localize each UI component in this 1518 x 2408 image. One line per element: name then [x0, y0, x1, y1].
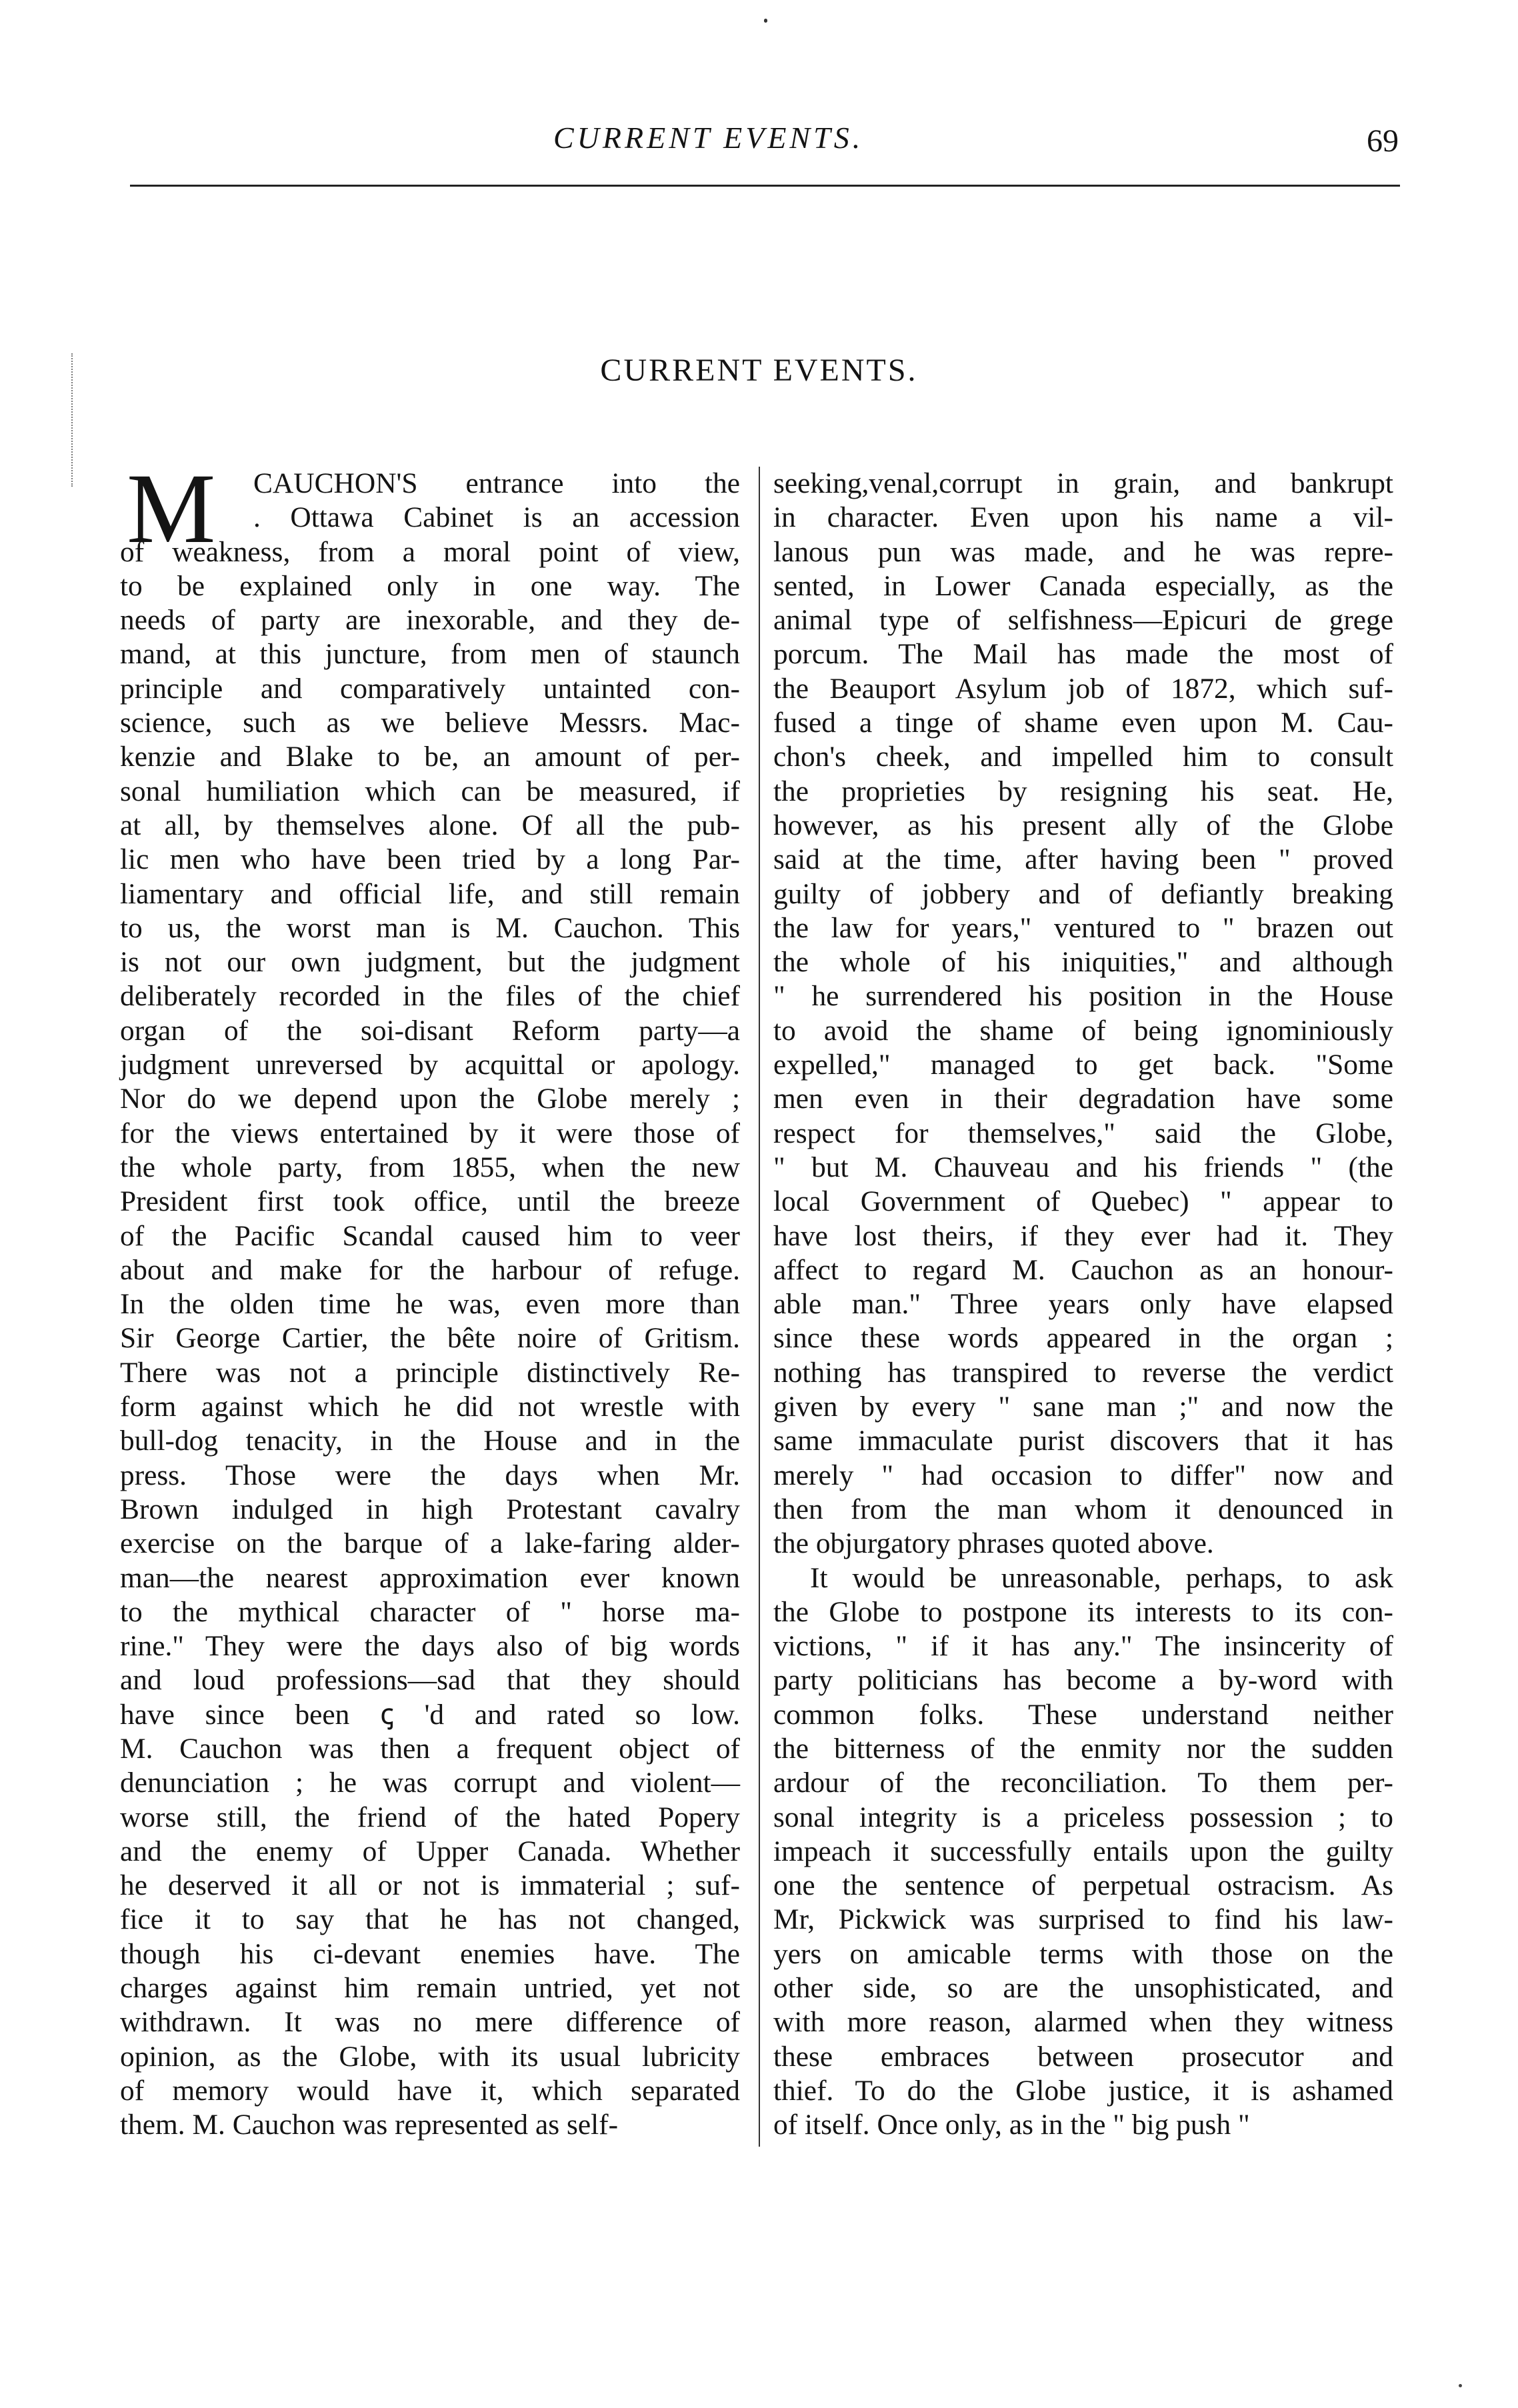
text-line: press. Those were the days when Mr.	[120, 1459, 740, 1491]
text-line: however, as his present ally of the Globe	[773, 809, 1393, 841]
text-line: bull-dog tenacity, in the House and in the	[120, 1425, 740, 1457]
text-line: needs of party are inexorable, and they de-	[120, 604, 740, 637]
text-line: at all, by themselves alone. Of all the pub-	[120, 809, 740, 841]
text-line: said at the time, after having been " proved	[773, 843, 1393, 876]
drop-cap: M	[127, 453, 216, 564]
text-line: deliberately recorded in the files of the chief	[120, 980, 740, 1013]
text-line: denunciation ; he was corrupt and violent—	[120, 1767, 740, 1799]
text-line: organ of the soi-disant Reform party—a	[120, 1014, 740, 1047]
text-line: other side, so are the unsophisticated, and	[773, 1972, 1393, 2005]
text-line: CAUCHON'S entrance into the	[253, 467, 740, 499]
text-line: . Ottawa Cabinet is an accession	[253, 501, 740, 534]
right-column	[773, 467, 1393, 2143]
text-line: There was not a principle distinctively Re-	[120, 1356, 740, 1389]
text-line: same immaculate purist discovers that it has	[773, 1425, 1393, 1457]
text-line: to avoid the shame of being ignominiously	[773, 1014, 1393, 1047]
text-line: principle and comparatively untainted con-	[120, 672, 740, 705]
text-line: to the mythical character of " horse ma-	[120, 1595, 740, 1628]
text-line: though his ci-devant enemies have. The	[120, 1937, 740, 1970]
text-line: respect for themselves," said the Globe,	[773, 1117, 1393, 1149]
text-line: have since been ꞔ 'd and rated so low.	[120, 1698, 740, 1731]
text-line: the Beauport Asylum job of 1872, which suf-	[773, 672, 1393, 705]
text-line: fused a tinge of shame even upon M. Cau-	[773, 707, 1393, 739]
text-line: affect to regard M. Cauchon as an honour-	[773, 1253, 1393, 1286]
text-line: expelled," managed to get back. "Some	[773, 1049, 1393, 1081]
ink-speck	[764, 19, 767, 23]
text-line: to be explained only in one way. The	[120, 569, 740, 602]
text-line: animal type of selfishness—Epicuri de grege	[773, 604, 1393, 637]
text-line: one the sentence of perpetual ostracism. As	[773, 1869, 1393, 1902]
text-line: to us, the worst man is M. Cauchon. This	[120, 911, 740, 944]
text-line: exercise on the barque of a lake-faring alder-	[120, 1527, 740, 1560]
text-line: mand, at this juncture, from men of staunch	[120, 638, 740, 671]
text-line: charges against him remain untried, yet not	[120, 1972, 740, 2005]
text-line: the proprieties by resigning his seat. He,	[773, 775, 1393, 807]
text-line: Sir George Cartier, the bête noire of Gritism.	[120, 1322, 740, 1355]
text-line: he deserved it all or not is immaterial ; suf-	[120, 1869, 740, 1902]
text-line: lanous pun was made, and he was repre-	[773, 535, 1393, 568]
text-line: withdrawn. It was no mere difference of	[120, 2006, 740, 2039]
text-line: lic men who have been tried by a long Par-	[120, 843, 740, 876]
text-line: about and make for the harbour of refuge.	[120, 1253, 740, 1286]
text-line: the law for years," ventured to " brazen out	[773, 911, 1393, 944]
text-line: sonal integrity is a priceless possession ; to	[773, 1801, 1393, 1833]
left-column	[120, 453, 740, 2143]
text-line: fice it to say that he has not changed,	[120, 1903, 740, 1936]
text-line: and the enemy of Upper Canada. Whether	[120, 1835, 740, 1867]
text-line: them. M. Cauchon was represented as self-	[120, 2109, 619, 2141]
text-line: opinion, as the Globe, with its usual lubricity	[120, 2040, 740, 2073]
text-line: is not our own judgment, but the judgment	[120, 946, 740, 979]
text-line: and loud professions—sad that they should	[120, 1664, 740, 1697]
text-line: impeach it successfully entails upon the guilty	[773, 1835, 1393, 1867]
text-line: chon's cheek, and impelled him to consult	[773, 741, 1393, 773]
text-line: the bitterness of the enmity nor the sudden	[773, 1732, 1393, 1765]
text-line: kenzie and Blake to be, an amount of per-	[120, 741, 740, 773]
text-line: judgment unreversed by acquittal or apology.	[120, 1049, 740, 1081]
text-line: in character. Even upon his name a vil-	[773, 501, 1393, 534]
text-line: local Government of Quebec) " appear to	[773, 1185, 1393, 1218]
text-line: these embraces between prosecutor and	[773, 2040, 1393, 2073]
column-rule	[759, 467, 760, 2147]
text-line: the objurgatory phrases quoted above.	[773, 1527, 1214, 1560]
text-line: sented, in Lower Canada especially, as the	[773, 569, 1393, 602]
text-line: M. Cauchon was then a frequent object of	[120, 1732, 740, 1765]
text-line: rine." They were the days also of big words	[120, 1630, 740, 1663]
text-line: science, such as we believe Messrs. Mac-	[120, 707, 740, 739]
text-line: yers on amicable terms with those on the	[773, 1937, 1393, 1970]
text-line: have lost theirs, if they ever had it. They	[773, 1219, 1393, 1252]
running-head	[0, 120, 1518, 173]
running-title: CURRENT EVENTS.	[553, 121, 864, 155]
text-line: form against which he did not wrestle with	[120, 1391, 740, 1423]
text-line: seeking,venal,corrupt in grain, and bankrupt	[773, 467, 1393, 499]
text-line: men even in their degradation have some	[773, 1083, 1393, 1115]
text-line: the whole of his iniquities," and although	[773, 946, 1393, 979]
text-line: man—the nearest approximation ever known	[120, 1561, 740, 1594]
text-line: In the olden time he was, even more than	[120, 1288, 740, 1321]
text-line: guilty of jobbery and of defiantly breaking	[773, 877, 1393, 910]
text-line: of weakness, from a moral point of view,	[120, 535, 740, 568]
text-line: porcum. The Mail has made the most of	[773, 638, 1393, 671]
ink-speck	[1459, 2384, 1462, 2387]
text-line: Brown indulged in high Protestant cavalry	[120, 1493, 740, 1525]
text-line: worse still, the friend of the hated Popery	[120, 1801, 740, 1833]
text-line: ardour of the reconciliation. To them per-	[773, 1767, 1393, 1799]
page-number: 69	[1367, 123, 1399, 159]
text-line: the Globe to postpone its interests to its con-	[773, 1595, 1393, 1628]
text-line: liamentary and official life, and still remain	[120, 877, 740, 910]
text-line: victions, " if it has any." The insincerity of	[773, 1630, 1393, 1663]
text-line: the whole party, from 1855, when the new	[120, 1151, 740, 1183]
text-line: nothing has transpired to reverse the verdict	[773, 1356, 1393, 1389]
text-line: thief. To do the Globe justice, it is ashamed	[773, 2074, 1393, 2107]
text-line: Nor do we depend upon the Globe merely ;	[120, 1083, 740, 1115]
text-line: common folks. These understand neither	[773, 1698, 1393, 1731]
text-line: merely " had occasion to differ" now and	[773, 1459, 1393, 1491]
text-line: sonal humiliation which can be measured, if	[120, 775, 740, 807]
text-line: able man." Three years only have elapsed	[773, 1288, 1393, 1321]
text-line: then from the man whom it denounced in	[773, 1493, 1393, 1525]
article-title: CURRENT EVENTS.	[600, 353, 918, 388]
text-line: of memory would have it, which separated	[120, 2074, 740, 2107]
text-line: Mr, Pickwick was surprised to find his law-	[773, 1903, 1393, 1936]
text-line: " he surrendered his position in the House	[773, 980, 1393, 1013]
text-line: since these words appeared in the organ ;	[773, 1322, 1393, 1355]
text-line: of itself. Once only, as in the " big push "	[773, 2109, 1250, 2141]
text-line: of the Pacific Scandal caused him to veer	[120, 1219, 740, 1252]
text-line: given by every " sane man ;" and now the	[773, 1391, 1393, 1423]
text-line: President first took office, until the breeze	[120, 1185, 740, 1218]
text-line: It would be unreasonable, perhaps, to ask	[810, 1561, 1393, 1594]
text-line: party politicians has become a by-word with	[773, 1664, 1393, 1697]
text-line: for the views entertained by it were those of	[120, 1117, 740, 1149]
text-line: " but M. Chauveau and his friends " (the	[773, 1151, 1393, 1183]
text-line: with more reason, alarmed when they witness	[773, 2006, 1393, 2039]
header-rule	[130, 185, 1400, 187]
